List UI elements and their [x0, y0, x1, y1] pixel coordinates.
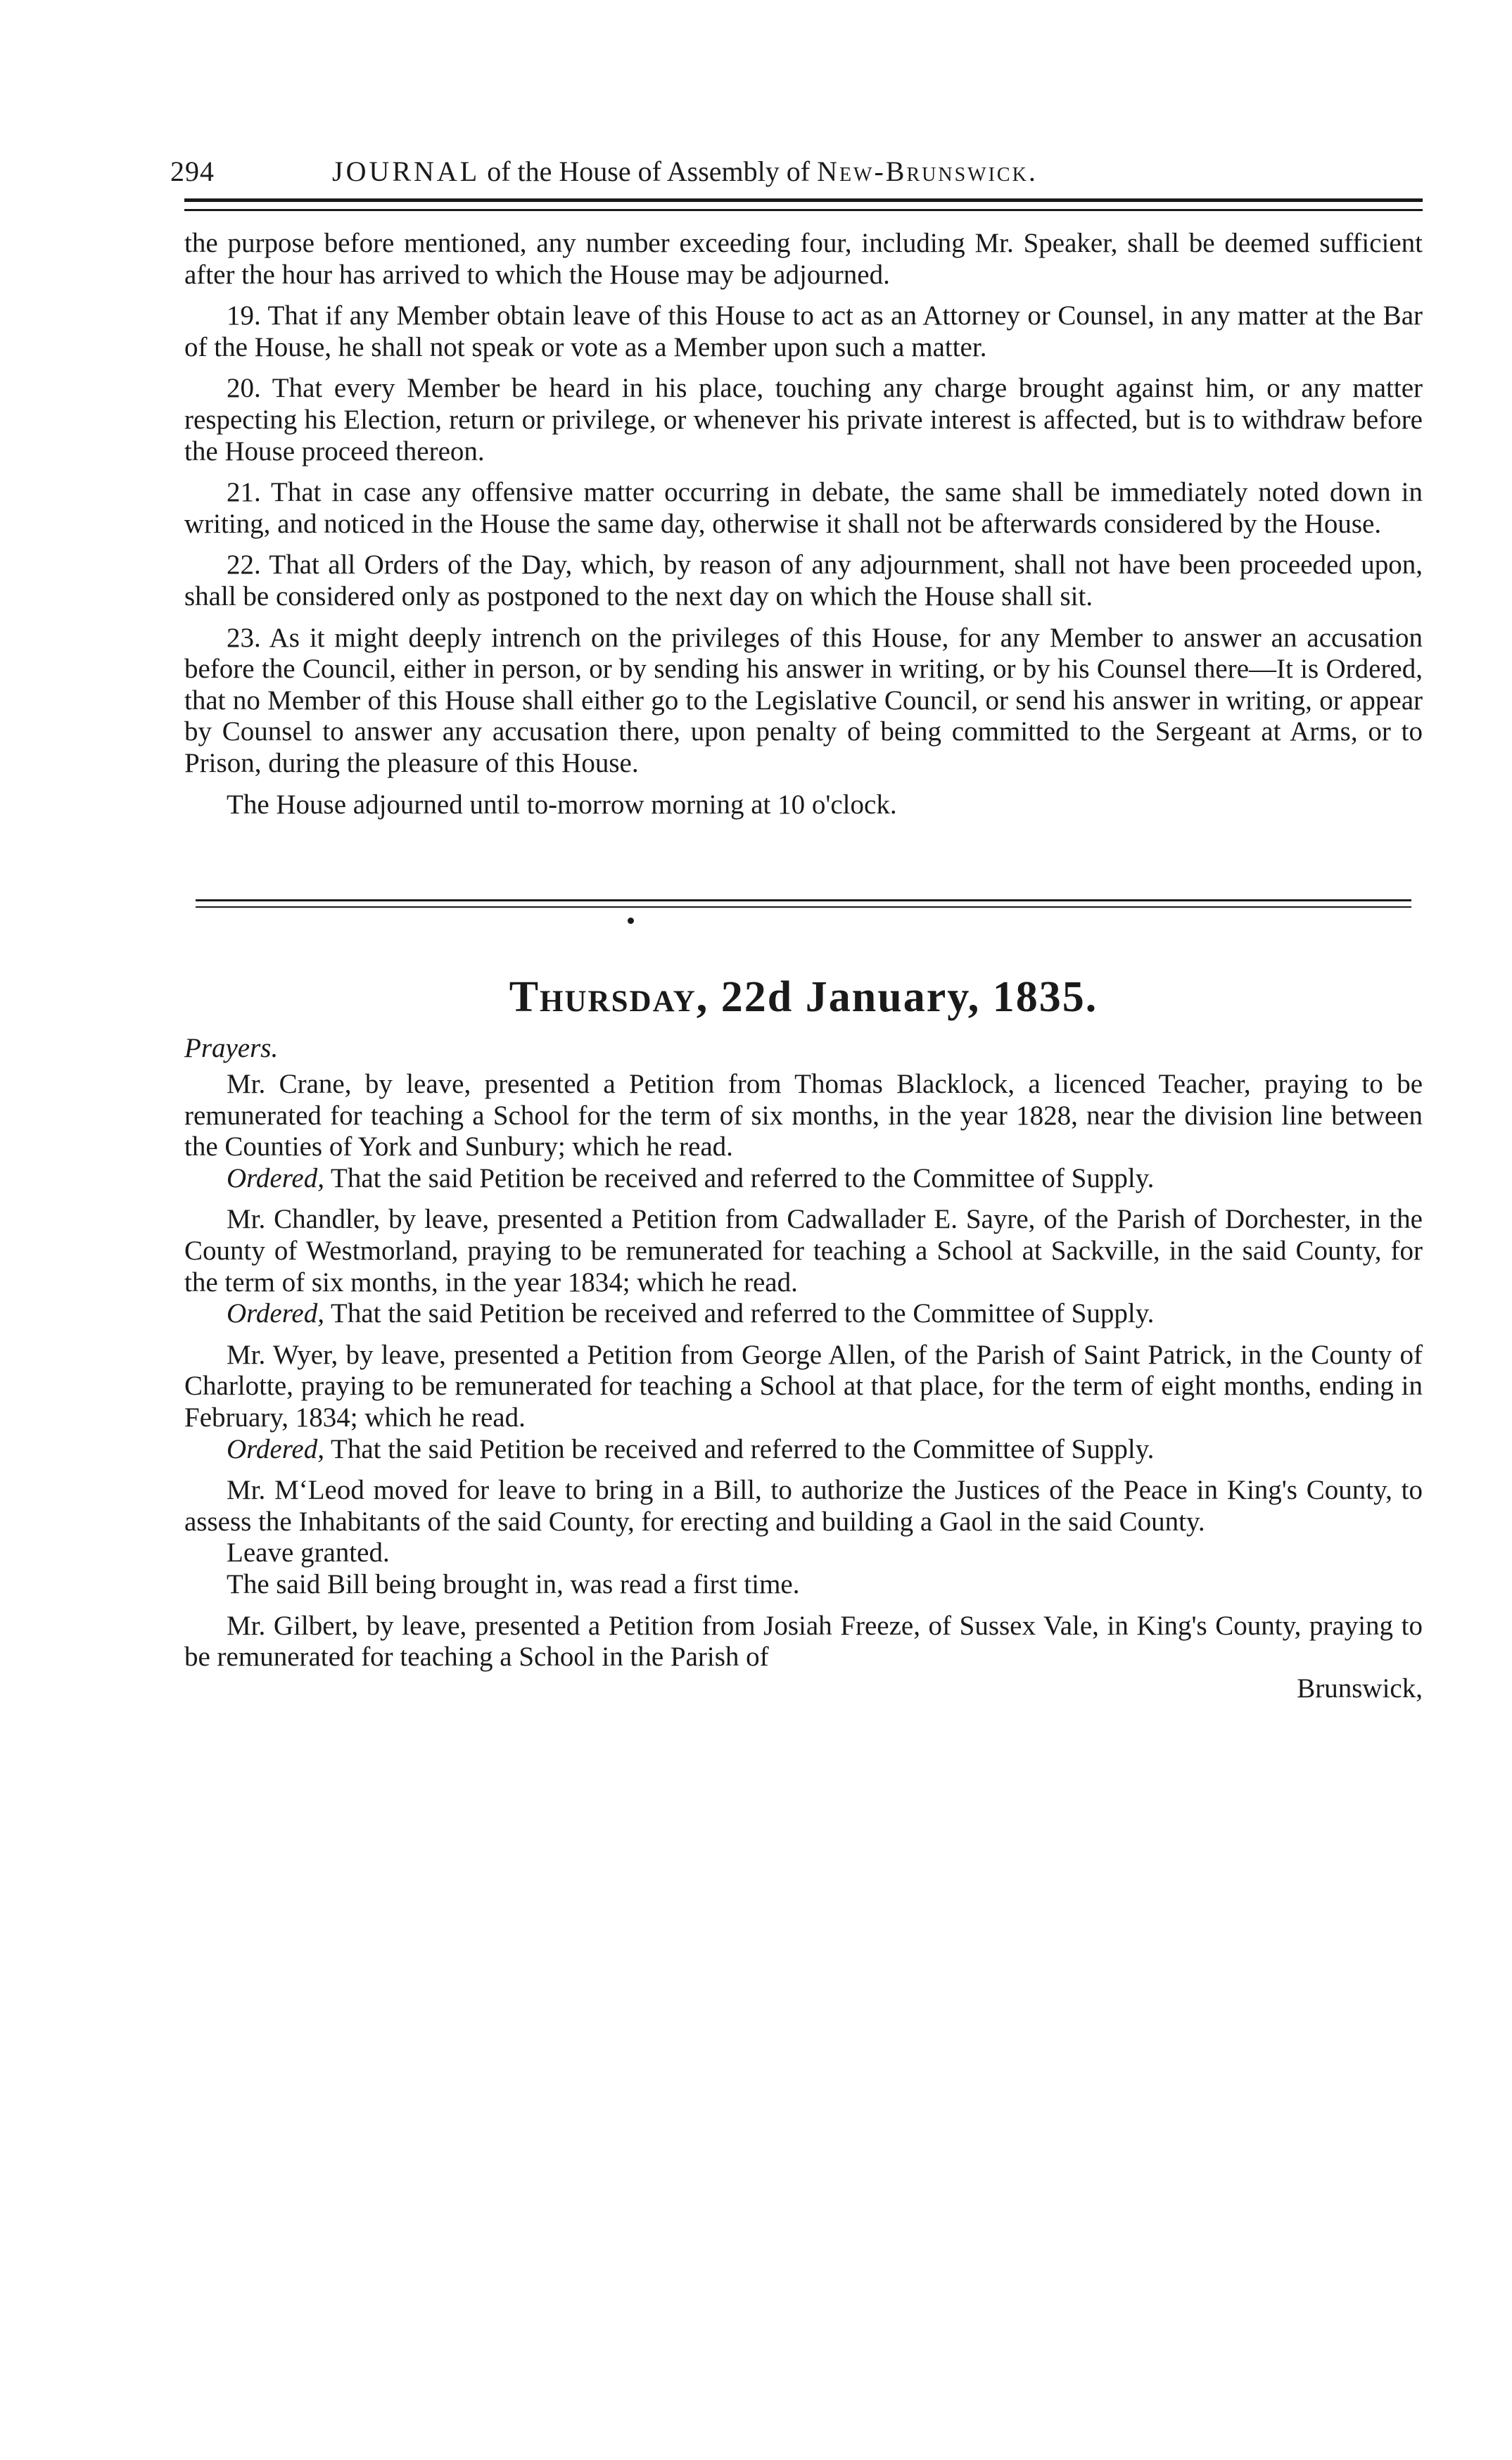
running-title-middle: of the House of Assembly of: [487, 156, 811, 187]
day-heading: [184, 969, 1423, 1025]
wyer-petition: Mr. Wyer, by leave, presented a Petition from George Allen, of the Parish of Saint Patrick, in the County of Charlotte, praying to be remunerated for teaching a School at that place, for the term of eight months, ending in February, 1834; which he read.: [184, 1339, 1423, 1433]
order-wyer: [184, 1434, 1423, 1466]
order-chandler: [184, 1298, 1423, 1330]
rule-19: 19. That if any Member obtain leave of this House to act as an Attorney or Counsel, in any matter at the Bar of the House, he shall not speak or vote as a Member upon such a matter.: [184, 300, 1423, 362]
chandler-petition: Mr. Chandler, by leave, presented a Petition from Cadwallader E. Sayre, of the Parish of Dorchester, in the County of Westmorland, praying to be remunerated for teaching a School at Sackville, in the said County, for the term of six months, in the year 1834; which he read.: [184, 1204, 1423, 1298]
ordered-word: Ordered,: [227, 1298, 324, 1329]
rule-18-continued: the purpose before mentioned, any number exceeding four, including Mr. Speaker, shall be deemed sufficient after the hour has arrived to which the House may be adjourned.: [184, 228, 1423, 290]
running-title: [332, 148, 1038, 196]
section-divider: [196, 899, 1411, 908]
order-wyer-text: That the said Petition be received and referred to the Committee of Supply.: [331, 1433, 1155, 1464]
order-crane-text: That the said Petition be received and referred to the Committee of Supply.: [331, 1162, 1155, 1193]
divider-dot: [628, 918, 634, 924]
catchword: Brunswick,: [1297, 1673, 1423, 1704]
crane-petition: Mr. Crane, by leave, presented a Petition from Thomas Blacklock, a licenced Teacher, praying to be remunerated for teaching a School for the term of six months, in the year 1828, near the division line between the Counties of York and Sunbury; which he read.: [184, 1069, 1423, 1162]
ordered-word: Ordered,: [227, 1433, 324, 1464]
day-date: 22d January, 1835.: [720, 973, 1098, 1022]
ordered-word: Ordered,: [227, 1162, 324, 1193]
gilbert-petition: Mr. Gilbert, by leave, presented a Petition from Josiah Freeze, of Sussex Vale, in King's County, praying to be remunerated for teaching a School in the Parish of: [184, 1610, 1423, 1673]
running-head: [170, 148, 1423, 196]
page-number: 294: [170, 156, 215, 187]
rule-21: 21. That in case any offensive matter occurring in debate, the same shall be immediately noted down in writing, and noticed in the House the same day, otherwise it shall not be afterwards considered by the House.: [184, 477, 1423, 539]
header-rule: [184, 198, 1423, 211]
order-crane: [184, 1163, 1423, 1195]
rule-23: 23. As it might deeply intrench on the privileges of this House, for any Member to answer an accusation before the Council, either in person, or by sending his answer in writing, or by his Counsel there—It is Ordered, that no Member of this House shall either go to the Legislative Council, or send his answer in writing, or appear by Counsel to answer any accusation there, upon penalty of being committed to the Sergeant at Arms, or to Prison, during the pleasure of this House.: [184, 622, 1423, 778]
journal-title: JOURNAL: [332, 156, 481, 187]
adjournment-notice: The House adjourned until to-morrow morning at 10 o'clock.: [227, 789, 897, 820]
rule-22: 22. That all Orders of the Day, which, by reason of any adjournment, shall not have been proceeded upon, shall be considered only as postponed to the next day on which the House shall sit.: [184, 550, 1423, 611]
journal-page: [170, 148, 1423, 1704]
leave-granted: Leave granted.: [227, 1538, 390, 1568]
mcleod-motion: Mr. M‘Leod moved for leave to bring in a Bill, to authorize the Justices of the Peace in King's County, to assess the Inhabitants of the said County, for erecting and building a Gaol in the said County.: [184, 1475, 1423, 1537]
bill-first-reading: The said Bill being brought in, was read a first time.: [227, 1569, 800, 1599]
prayers-label: Prayers.: [184, 1033, 279, 1064]
province-name: New-Brunswick.: [817, 156, 1038, 187]
day-weekday: Thursday,: [509, 973, 709, 1022]
rule-20: 20. That every Member be heard in his place, touching any charge brought against him, or any matter respecting his Election, return or privilege, or whenever his private interest is affected, but is to withdraw before the House proceed thereon.: [184, 373, 1423, 467]
order-chandler-text: That the said Petition be received and referred to the Committee of Supply.: [331, 1298, 1155, 1329]
